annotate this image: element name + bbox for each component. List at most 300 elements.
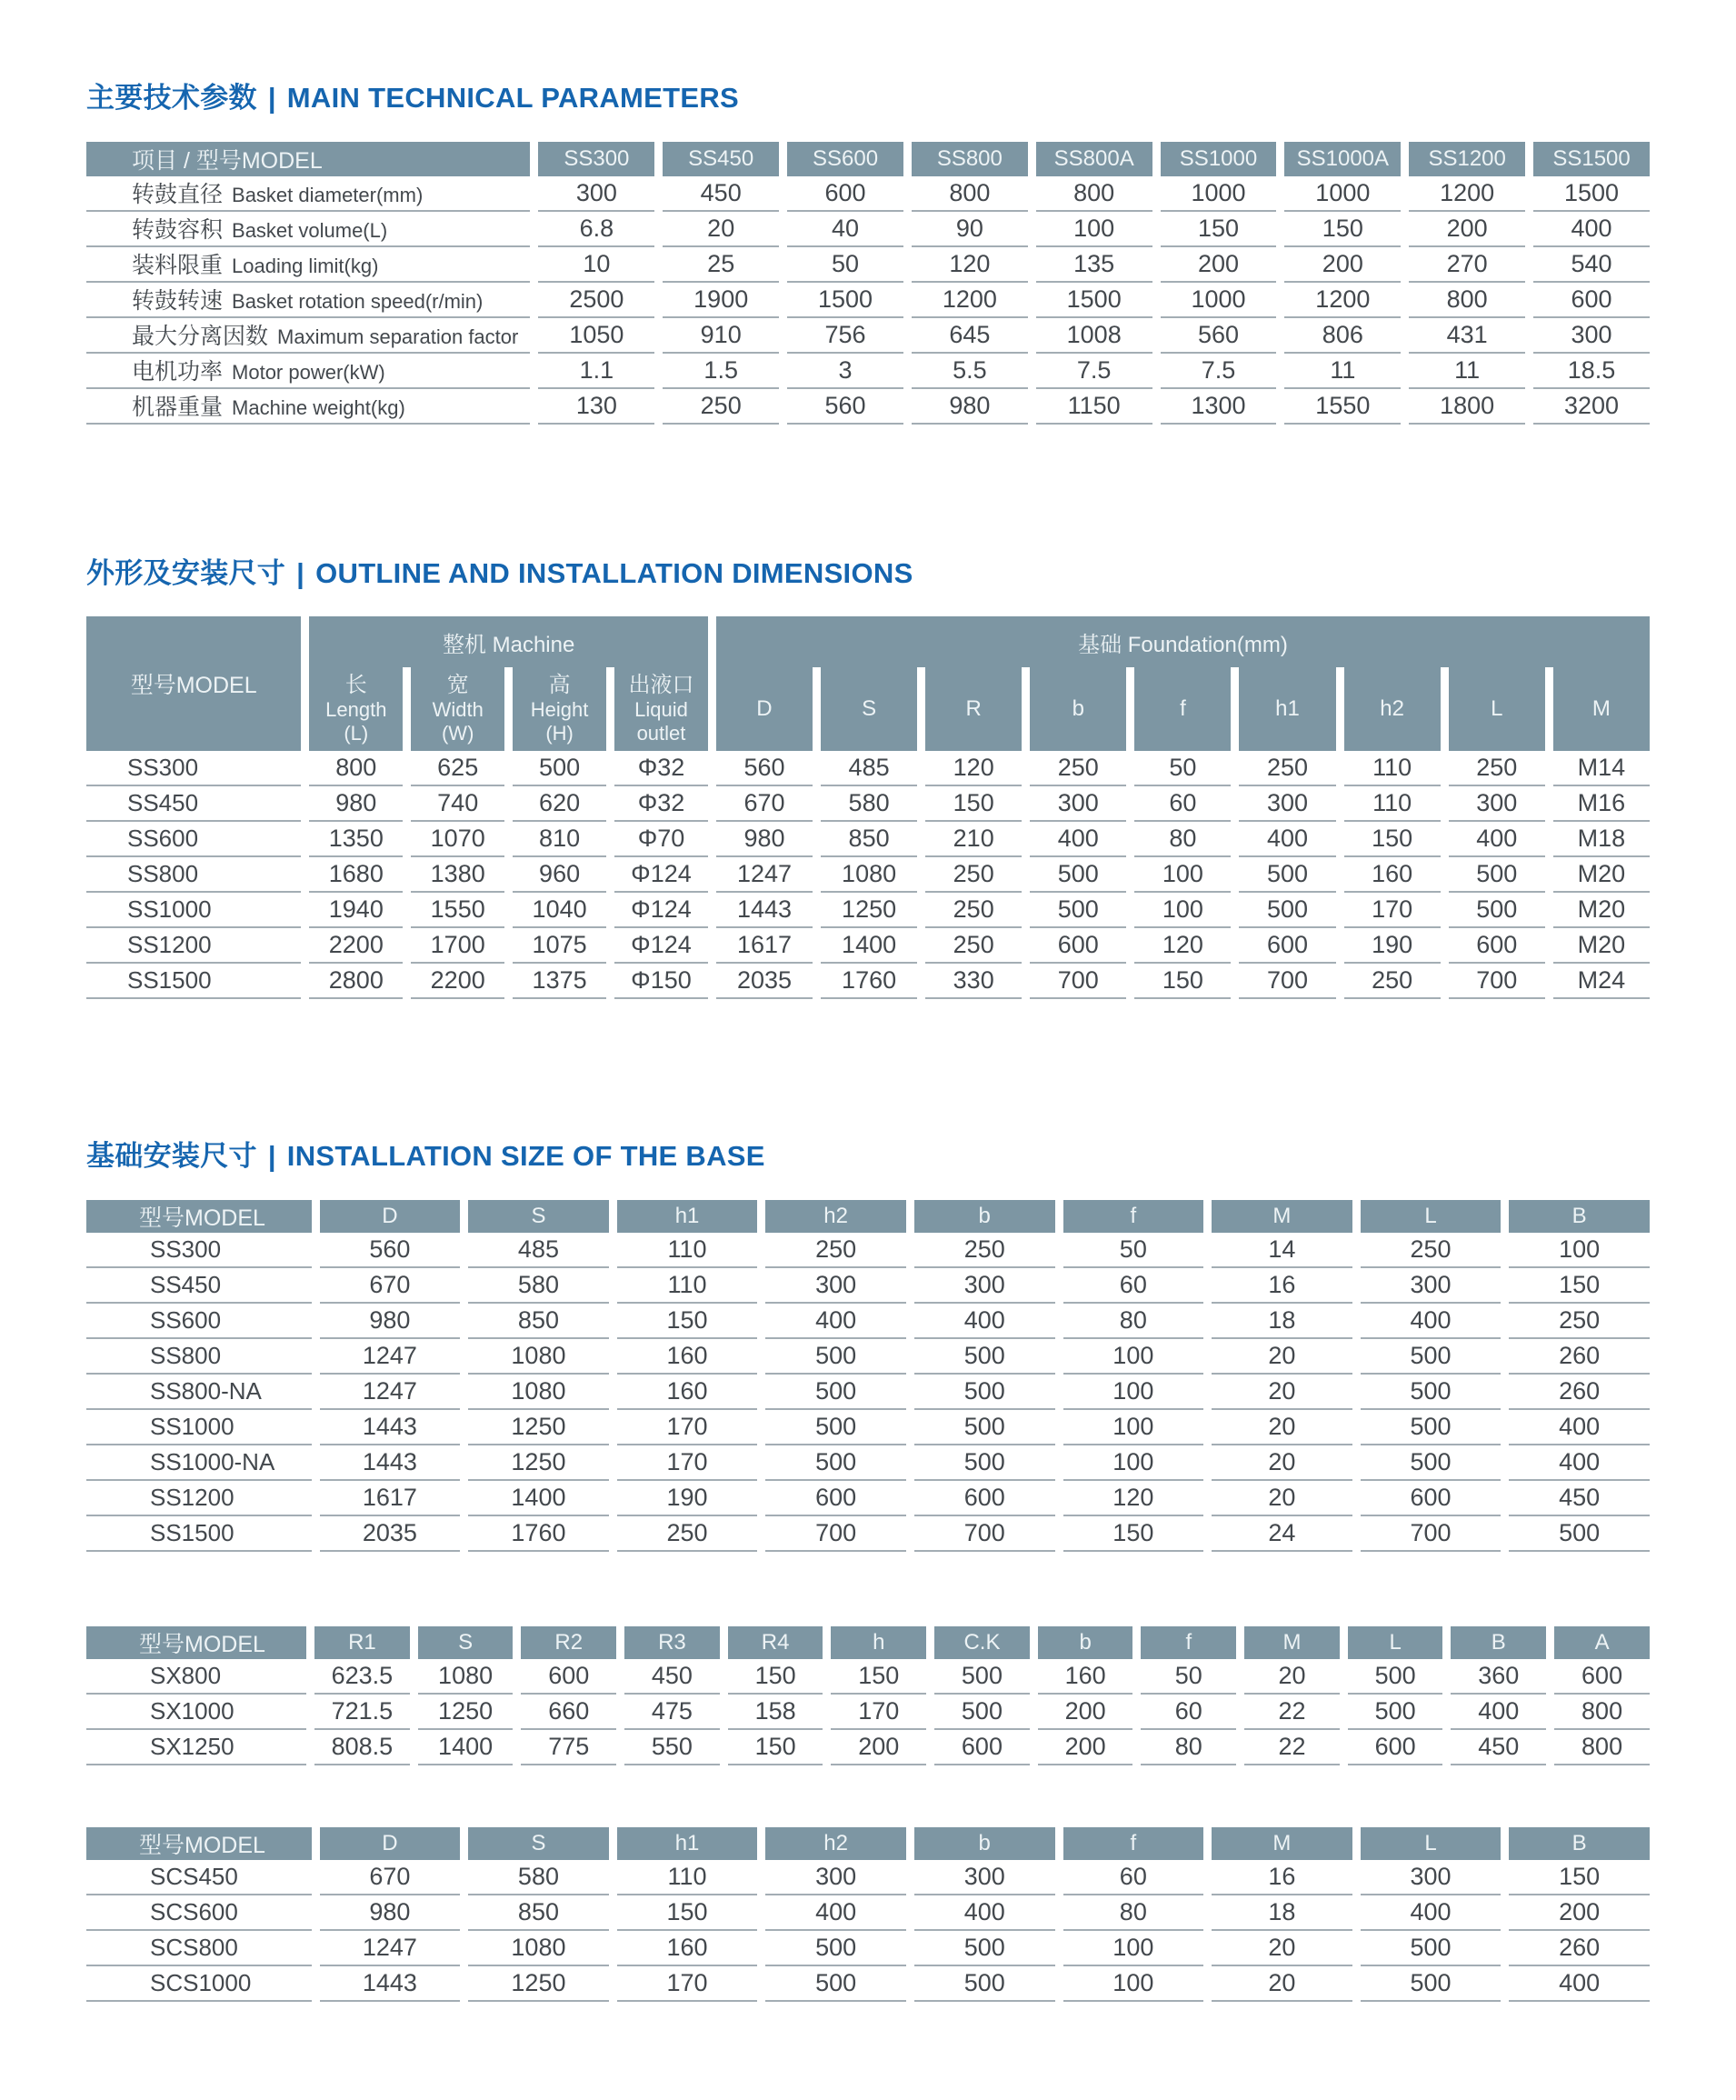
value-cell: 100 (1063, 1931, 1204, 1966)
header-row (86, 1626, 1650, 1659)
table-row (86, 1339, 1650, 1375)
value-column-header: R4 (728, 1626, 823, 1659)
value-cell: 700 (765, 1516, 906, 1552)
table-row (86, 1304, 1650, 1339)
section-title-base (86, 1140, 1650, 1173)
table-row (86, 1860, 1650, 1895)
value-cell: 150 (1509, 1860, 1650, 1895)
value-cell: 960 (513, 857, 606, 893)
value-cell: 170 (831, 1695, 926, 1730)
table-body (86, 751, 1650, 999)
value-column-header: L (1361, 1827, 1502, 1860)
model-cell: SS1500 (86, 964, 301, 999)
value-cell: 20 (1212, 1410, 1352, 1445)
value-cell: 150 (1509, 1268, 1650, 1304)
value-cell: 260 (1509, 1375, 1650, 1410)
value-column-header: B (1509, 1200, 1650, 1233)
value-cell: 1247 (320, 1931, 461, 1966)
value-cell: Φ150 (614, 964, 708, 999)
table-row (86, 176, 1650, 212)
value-cell: 210 (925, 822, 1022, 857)
value-cell: 250 (1239, 751, 1335, 786)
value-cell: Φ124 (614, 893, 708, 928)
machine-column-header (513, 667, 606, 751)
value-cell: 1.1 (538, 354, 654, 389)
value-cell: 22 (1244, 1695, 1340, 1730)
value-column-header: R2 (521, 1626, 616, 1659)
value-cell: 800 (1036, 176, 1152, 212)
value-cell: 400 (1533, 212, 1650, 247)
value-cell: 400 (1239, 822, 1335, 857)
value-cell: 80 (1063, 1304, 1204, 1339)
value-cell: 3200 (1533, 389, 1650, 425)
model-column-header: 型号MODEL (86, 1200, 312, 1233)
value-cell: 1500 (1036, 283, 1152, 318)
value-cell: 580 (821, 786, 917, 822)
value-cell: 500 (765, 1410, 906, 1445)
value-cell: 500 (1361, 1339, 1502, 1375)
value-cell: 560 (787, 389, 903, 425)
value-cell: 600 (521, 1659, 616, 1695)
value-column-header: h (831, 1626, 926, 1659)
value-cell: M20 (1553, 928, 1650, 964)
value-cell: Φ70 (614, 822, 708, 857)
value-cell: 500 (765, 1445, 906, 1481)
model-cell: SCS450 (86, 1860, 312, 1895)
value-cell: M16 (1553, 786, 1650, 822)
value-column-header: SS1000A (1284, 142, 1401, 176)
value-cell: 400 (1030, 822, 1126, 857)
header-line: Height (530, 698, 589, 722)
value-cell: M14 (1553, 751, 1650, 786)
value-cell: 20 (1212, 1339, 1352, 1375)
table-header (86, 616, 1650, 751)
value-cell: 645 (912, 318, 1028, 354)
value-cell: 500 (914, 1410, 1055, 1445)
value-cell: 1080 (468, 1931, 609, 1966)
header-row (86, 1200, 1650, 1233)
value-cell: 18.5 (1533, 354, 1650, 389)
table-row (86, 893, 1650, 928)
value-cell: 170 (617, 1966, 758, 2002)
value-cell: 700 (1030, 964, 1126, 999)
header-line: 宽 (446, 673, 469, 698)
value-cell: 20 (1212, 1966, 1352, 2002)
header-line: (W) (441, 722, 474, 745)
value-cell: 80 (1134, 822, 1231, 857)
value-cell: 500 (765, 1966, 906, 2002)
value-column-header: SS600 (787, 142, 903, 176)
value-cell: 1080 (468, 1339, 609, 1375)
model-column-header: 型号MODEL (86, 616, 301, 751)
value-cell: 400 (1451, 1695, 1546, 1730)
value-cell: Φ124 (614, 928, 708, 964)
header-line: (L) (344, 722, 369, 745)
parameter-label-en: Maximum separation factor (277, 325, 519, 349)
value-cell: 300 (914, 1860, 1055, 1895)
value-cell: 150 (1344, 822, 1441, 857)
value-cell: 200 (1038, 1730, 1133, 1765)
value-cell: 500 (934, 1659, 1030, 1695)
value-cell: 400 (765, 1304, 906, 1339)
value-cell: 1040 (513, 893, 606, 928)
model-cell: SCS1000 (86, 1966, 312, 2002)
value-cell: 1075 (513, 928, 606, 964)
value-cell: 110 (1344, 751, 1441, 786)
value-cell: 980 (716, 822, 813, 857)
table-row (86, 247, 1650, 283)
value-cell: 130 (538, 389, 654, 425)
value-column-header: SS1200 (1409, 142, 1525, 176)
outline-dimensions-table (78, 616, 1658, 999)
value-cell: 500 (765, 1339, 906, 1375)
value-column-header: SS1500 (1533, 142, 1650, 176)
value-cell: 135 (1036, 247, 1152, 283)
value-column-header: f (1063, 1827, 1204, 1860)
parameter-label-en: Machine weight(kg) (232, 396, 405, 420)
value-cell: 600 (765, 1481, 906, 1516)
value-cell: 200 (1038, 1695, 1133, 1730)
value-cell: 150 (1063, 1516, 1204, 1552)
table-row (86, 786, 1650, 822)
model-cell: SS800 (86, 1339, 312, 1375)
model-cell: SS1000 (86, 1410, 312, 1445)
value-cell: 1617 (320, 1481, 461, 1516)
table-body (86, 1233, 1650, 1552)
value-cell: 500 (914, 1966, 1055, 2002)
section-title-main (86, 82, 1650, 115)
value-cell: 1500 (787, 283, 903, 318)
value-cell: 190 (617, 1481, 758, 1516)
value-cell: 500 (1449, 893, 1545, 928)
table-header (86, 1200, 1650, 1233)
value-cell: 60 (1134, 786, 1231, 822)
value-cell: 250 (1344, 964, 1441, 999)
value-cell: 25 (663, 247, 779, 283)
value-cell: 300 (538, 176, 654, 212)
value-cell: 18 (1212, 1304, 1352, 1339)
parameter-label-zh: 转鼓直径 (132, 182, 224, 208)
value-cell: 250 (1361, 1233, 1502, 1268)
value-cell: 160 (617, 1339, 758, 1375)
table-row (86, 751, 1650, 786)
value-cell: 100 (1063, 1966, 1204, 2002)
value-column-header: R3 (624, 1626, 720, 1659)
value-cell: 850 (468, 1304, 609, 1339)
value-cell: 6.8 (538, 212, 654, 247)
value-cell: 22 (1244, 1730, 1340, 1765)
value-cell: 670 (320, 1860, 461, 1895)
value-cell: 200 (1409, 212, 1525, 247)
value-cell: 775 (521, 1730, 616, 1765)
value-cell: 1550 (1284, 389, 1401, 425)
header-line: Liquid (634, 698, 688, 722)
value-cell: 700 (1239, 964, 1335, 999)
value-cell: M20 (1553, 893, 1650, 928)
value-cell: 580 (468, 1860, 609, 1895)
value-cell: 120 (1134, 928, 1231, 964)
value-cell: 756 (787, 318, 903, 354)
model-cell: SS800 (86, 857, 301, 893)
value-cell: 250 (765, 1233, 906, 1268)
value-cell: 270 (1409, 247, 1525, 283)
value-cell: 14 (1212, 1233, 1352, 1268)
value-cell: 450 (624, 1659, 720, 1695)
value-cell: 300 (1361, 1268, 1502, 1304)
value-cell: 625 (411, 751, 504, 786)
value-cell: 485 (468, 1233, 609, 1268)
value-cell: 1380 (411, 857, 504, 893)
value-cell: 400 (1449, 822, 1545, 857)
parameter-label-en: Basket rotation speed(r/min) (232, 290, 484, 314)
value-cell: 1200 (1409, 176, 1525, 212)
value-cell: 700 (914, 1516, 1055, 1552)
value-cell: 160 (1038, 1659, 1133, 1695)
value-cell: 120 (925, 751, 1022, 786)
value-column-header: M (1212, 1827, 1352, 1860)
scs-installation-table (78, 1827, 1658, 2002)
value-cell: 600 (1030, 928, 1126, 964)
value-cell: 806 (1284, 318, 1401, 354)
value-column-header: b (1038, 1626, 1133, 1659)
value-cell: 20 (1212, 1481, 1352, 1516)
value-cell: 400 (914, 1304, 1055, 1339)
value-cell: 24 (1212, 1516, 1352, 1552)
value-cell: Φ32 (614, 751, 708, 786)
value-column-header: D (320, 1200, 461, 1233)
value-cell: 160 (1344, 857, 1441, 893)
header-line: Length (325, 698, 387, 722)
table-body (86, 1860, 1650, 2002)
value-cell: 1200 (912, 283, 1028, 318)
value-cell: 400 (765, 1895, 906, 1931)
value-cell: 150 (1161, 212, 1277, 247)
value-cell: 800 (912, 176, 1028, 212)
foundation-column-header: b (1030, 667, 1126, 751)
value-cell: 800 (309, 751, 403, 786)
model-cell: SS800-NA (86, 1375, 312, 1410)
table-row (86, 1233, 1650, 1268)
value-cell: 150 (831, 1659, 926, 1695)
model-cell: SS1500 (86, 1516, 312, 1552)
header-row (86, 1827, 1650, 1860)
value-cell: 980 (320, 1304, 461, 1339)
value-cell: 2500 (538, 283, 654, 318)
table-row (86, 389, 1650, 425)
value-cell: 300 (1239, 786, 1335, 822)
value-cell: 2200 (411, 964, 504, 999)
value-cell: 600 (1554, 1659, 1650, 1695)
model-cell: SS1200 (86, 928, 301, 964)
header-line: 出液口 (628, 673, 694, 698)
value-cell: 110 (617, 1233, 758, 1268)
value-cell: 50 (1134, 751, 1231, 786)
value-cell: 11 (1284, 354, 1401, 389)
value-cell: 980 (912, 389, 1028, 425)
sx-installation-table (78, 1626, 1658, 1765)
foundation-column-header: h2 (1344, 667, 1441, 751)
value-cell: 810 (513, 822, 606, 857)
value-cell: 560 (320, 1233, 461, 1268)
foundation-column-header: S (821, 667, 917, 751)
value-cell: 200 (1161, 247, 1277, 283)
value-cell: 150 (617, 1304, 758, 1339)
table-row (86, 1516, 1650, 1552)
value-cell: 500 (1239, 893, 1335, 928)
section-title-base-zh: 基础安装尺寸 (86, 1140, 257, 1173)
value-cell: 431 (1409, 318, 1525, 354)
value-cell: 7.5 (1161, 354, 1277, 389)
value-column-header: h2 (765, 1827, 906, 1860)
value-cell: 40 (787, 212, 903, 247)
table-row (86, 1659, 1650, 1695)
parameter-label-en: Motor power(kW) (232, 361, 385, 385)
value-cell: 400 (1509, 1410, 1650, 1445)
value-column-header: h1 (617, 1200, 758, 1233)
parameter-label-en: Basket diameter(mm) (232, 184, 424, 207)
value-column-header: M (1244, 1626, 1340, 1659)
machine-group-header: 整机 Machine (309, 616, 708, 667)
value-cell: 560 (716, 751, 813, 786)
table-body (86, 176, 1650, 425)
value-cell: 250 (914, 1233, 1055, 1268)
section-title-main-en: MAIN TECHNICAL PARAMETERS (286, 82, 739, 114)
value-cell: 150 (1284, 212, 1401, 247)
value-cell: 800 (1554, 1695, 1650, 1730)
value-cell: 50 (1141, 1659, 1236, 1695)
value-cell: 1400 (468, 1481, 609, 1516)
title-separator: | (296, 556, 305, 589)
value-cell: 450 (1509, 1481, 1650, 1516)
model-column-header: 项目 / 型号MODEL (86, 142, 530, 176)
main-parameters-table (78, 142, 1658, 425)
model-cell: SCS800 (86, 1931, 312, 1966)
value-cell: 250 (925, 893, 1022, 928)
value-cell: 500 (1361, 1931, 1502, 1966)
group-header-row (86, 616, 1650, 667)
table-row (86, 1695, 1650, 1730)
value-cell: 485 (821, 751, 917, 786)
value-cell: 190 (1344, 928, 1441, 964)
value-cell: 721.5 (314, 1695, 410, 1730)
value-cell: 1443 (320, 1966, 461, 2002)
value-cell: 500 (765, 1375, 906, 1410)
value-cell: 100 (1036, 212, 1152, 247)
value-cell: 110 (617, 1860, 758, 1895)
value-cell: 500 (513, 751, 606, 786)
value-cell: 200 (1284, 247, 1401, 283)
value-cell: 500 (1348, 1695, 1443, 1730)
model-cell: SCS600 (86, 1895, 312, 1931)
value-column-header: b (914, 1827, 1055, 1860)
value-column-header: B (1451, 1626, 1546, 1659)
value-cell: 1250 (468, 1966, 609, 2002)
value-cell: 170 (617, 1445, 758, 1481)
value-cell: 1760 (468, 1516, 609, 1552)
value-column-header: SS450 (663, 142, 779, 176)
model-cell: SS600 (86, 822, 301, 857)
model-cell: SS450 (86, 1268, 312, 1304)
value-cell: 1247 (320, 1375, 461, 1410)
table-row (86, 1481, 1650, 1516)
value-cell: 400 (1509, 1445, 1650, 1481)
value-cell: 20 (1212, 1375, 1352, 1410)
table-row (86, 1268, 1650, 1304)
value-cell: 2035 (320, 1516, 461, 1552)
value-cell: 100 (1063, 1410, 1204, 1445)
value-cell: 800 (1409, 283, 1525, 318)
value-cell: 5.5 (912, 354, 1028, 389)
table-header (86, 142, 1650, 176)
value-column-header: D (320, 1827, 461, 1860)
value-cell: 1.5 (663, 354, 779, 389)
value-cell: 450 (1451, 1730, 1546, 1765)
value-cell: 600 (787, 176, 903, 212)
table-row (86, 283, 1650, 318)
value-cell: 200 (1509, 1895, 1650, 1931)
value-cell: 110 (617, 1268, 758, 1304)
value-cell: 1300 (1161, 389, 1277, 425)
parameter-label-cell (86, 354, 530, 389)
value-cell: Φ32 (614, 786, 708, 822)
value-cell: 500 (914, 1375, 1055, 1410)
scs-table-wrap (86, 1827, 1650, 2002)
value-cell: 170 (617, 1410, 758, 1445)
value-column-header: S (418, 1626, 514, 1659)
table-row (86, 318, 1650, 354)
model-cell: SS1000 (86, 893, 301, 928)
value-cell: 623.5 (314, 1659, 410, 1695)
section-title-main-zh: 主要技术参数 (86, 82, 257, 114)
value-cell: Φ124 (614, 857, 708, 893)
value-cell: 100 (1063, 1445, 1204, 1481)
value-cell: 1250 (468, 1410, 609, 1445)
value-cell: 60 (1063, 1860, 1204, 1895)
model-cell: SS1000-NA (86, 1445, 312, 1481)
value-cell: 600 (1449, 928, 1545, 964)
value-cell: 1550 (411, 893, 504, 928)
value-cell: 1940 (309, 893, 403, 928)
value-cell: 500 (914, 1445, 1055, 1481)
value-cell: 1000 (1161, 283, 1277, 318)
header-line: outlet (636, 722, 686, 745)
value-cell: M20 (1553, 857, 1650, 893)
value-column-header: L (1348, 1626, 1443, 1659)
value-cell: 150 (617, 1895, 758, 1931)
header-line: 长 (344, 673, 367, 698)
value-cell: 808.5 (314, 1730, 410, 1765)
value-cell: 1375 (513, 964, 606, 999)
model-cell: SS300 (86, 751, 301, 786)
value-cell: 250 (925, 928, 1022, 964)
value-cell: 1070 (411, 822, 504, 857)
value-cell: 250 (1449, 751, 1545, 786)
header-row (86, 142, 1650, 176)
foundation-column-header: D (716, 667, 813, 751)
value-cell: 500 (1361, 1375, 1502, 1410)
value-cell: 250 (663, 389, 779, 425)
section-title-outline-en: OUTLINE AND INSTALLATION DIMENSIONS (315, 556, 913, 589)
value-cell: 330 (925, 964, 1022, 999)
value-cell: 20 (1244, 1659, 1340, 1695)
value-cell: 11 (1409, 354, 1525, 389)
value-cell: 200 (831, 1730, 926, 1765)
table-row (86, 1410, 1650, 1445)
table-row (86, 857, 1650, 893)
parameter-label-zh: 转鼓容积 (132, 217, 224, 244)
value-cell: 250 (925, 857, 1022, 893)
machine-column-header (411, 667, 504, 751)
